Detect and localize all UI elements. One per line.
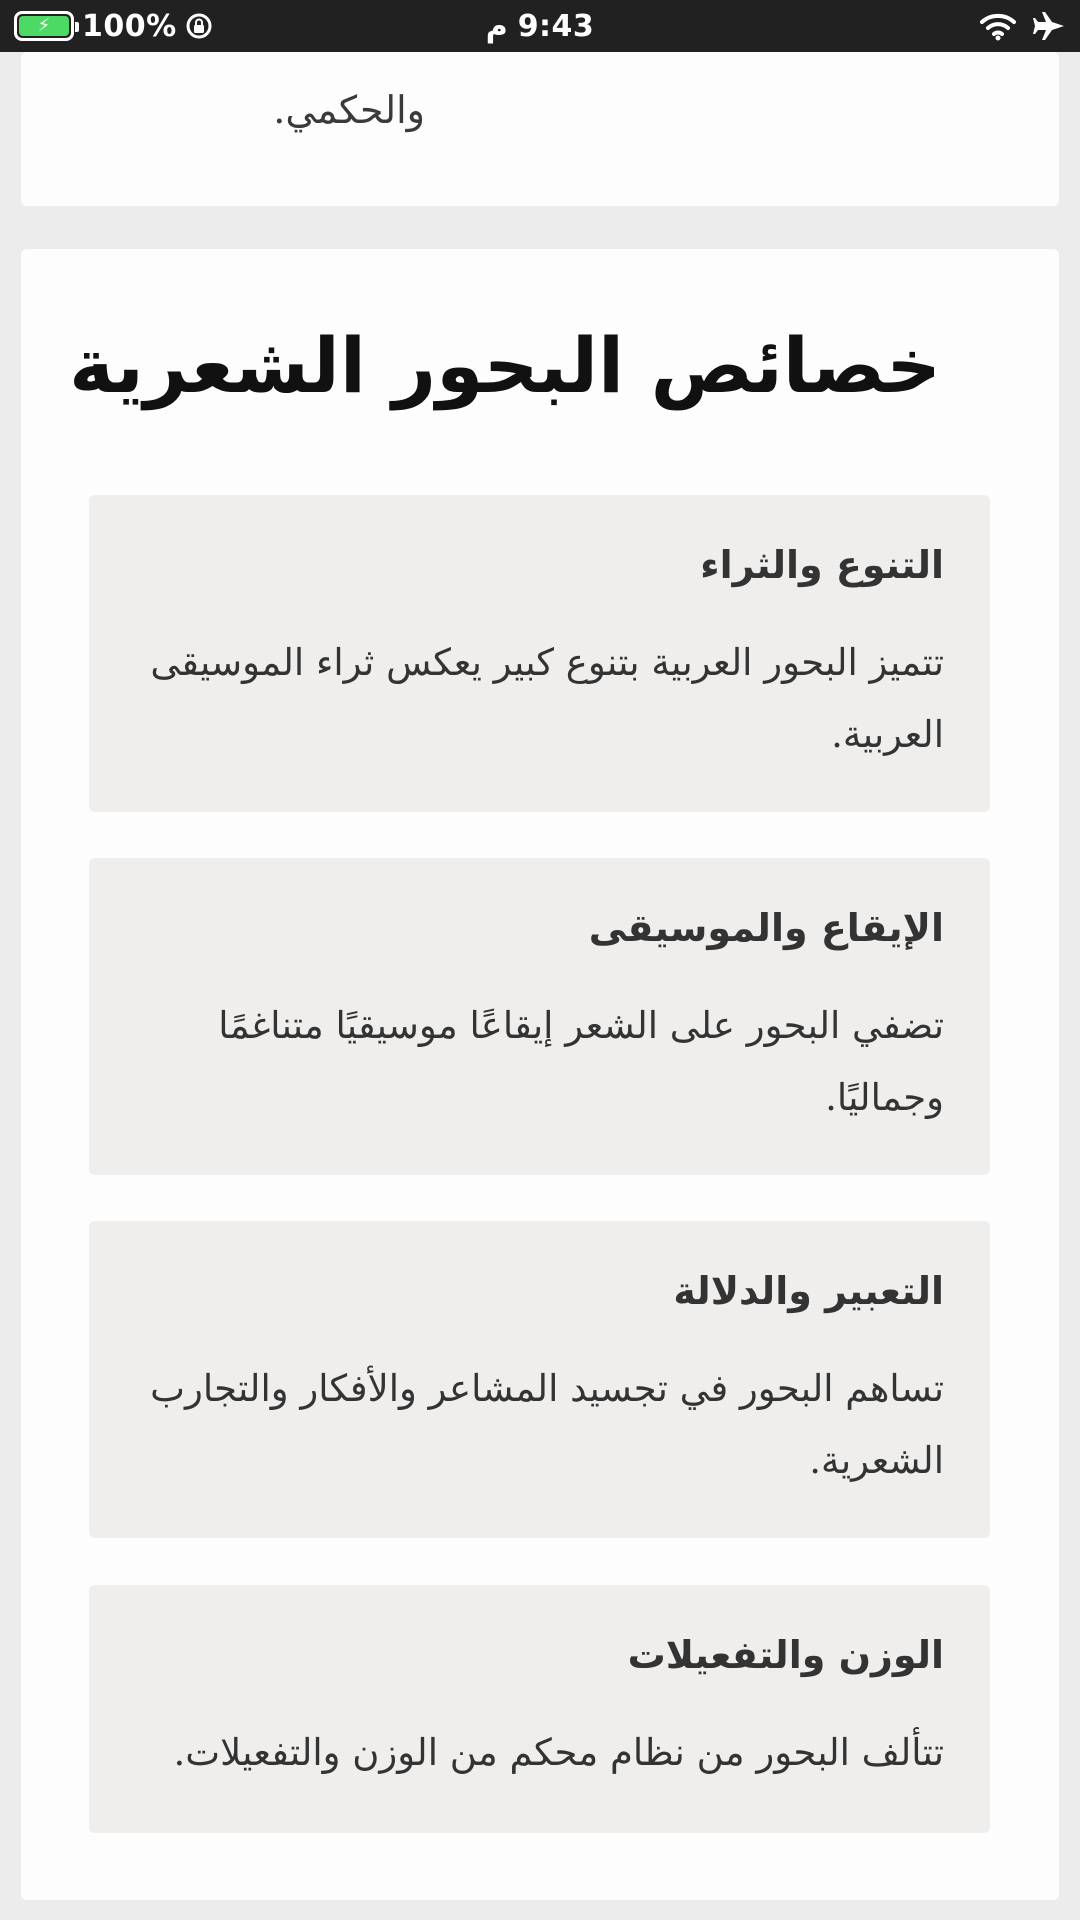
previous-section-card bbox=[21, 52, 1059, 206]
feature-text: تضفي البحور على الشعر إيقاعًا موسيقيًا متناغمًا وجماليًا. bbox=[218, 1003, 944, 1119]
feature-card-diversity bbox=[89, 495, 990, 812]
feature-title: التنوع والثراء bbox=[700, 543, 944, 587]
feature-text: تتألف البحور من نظام محكم من الوزن والتفعيلات. bbox=[173, 1730, 944, 1774]
battery-percentage: 100% bbox=[82, 8, 177, 44]
status-clock bbox=[0, 0, 1080, 52]
feature-card-meter bbox=[89, 1585, 990, 1833]
clock-time: 9:43 bbox=[517, 8, 595, 44]
status-right-group bbox=[978, 0, 1066, 52]
feature-title: الوزن والتفعيلات bbox=[627, 1633, 944, 1677]
feature-card-expression bbox=[89, 1221, 990, 1538]
previous-section-text: والحكمي. bbox=[273, 88, 425, 132]
wifi-icon bbox=[978, 10, 1018, 42]
feature-text: تتميز البحور العربية بتنوع كبير يعكس ثراء الموسيقى العربية. bbox=[150, 640, 944, 756]
airplane-icon bbox=[1032, 9, 1066, 43]
feature-card-rhythm bbox=[89, 858, 990, 1175]
section-title: خصائص البحور الشعرية bbox=[69, 321, 941, 410]
feature-title: التعبير والدلالة bbox=[673, 1269, 944, 1313]
characteristics-card bbox=[21, 249, 1059, 1900]
status-bar bbox=[0, 0, 1080, 52]
feature-title: الإيقاع والموسيقى bbox=[588, 906, 944, 950]
clock-am-pm: م bbox=[485, 8, 508, 44]
feature-text: تساهم البحور في تجسيد المشاعر والأفكار والتجارب الشعرية. bbox=[150, 1366, 944, 1482]
battery-charging-icon: ⚡ bbox=[14, 11, 74, 41]
